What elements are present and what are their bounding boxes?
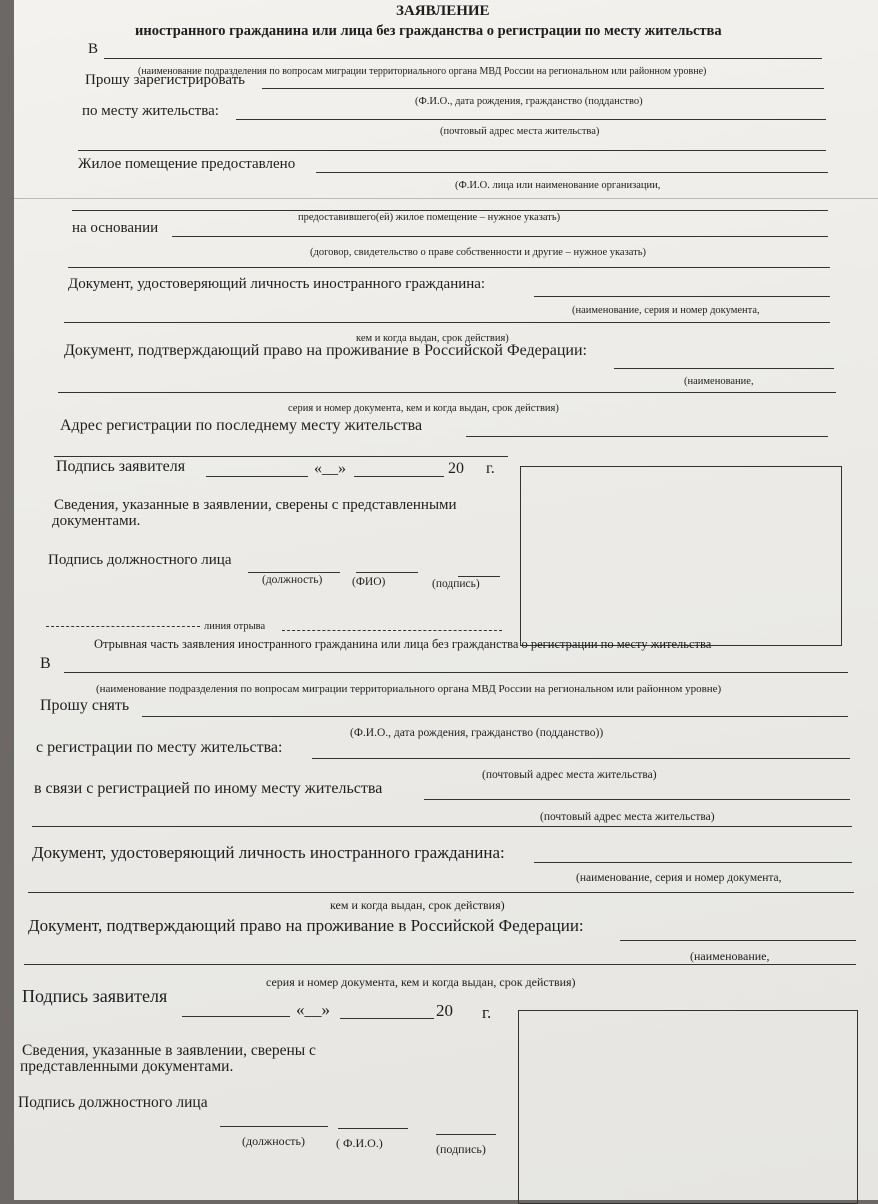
form-title: ЗАЯВЛЕНИЕ [396,3,490,19]
tear-right-doc-field-2[interactable] [24,964,856,965]
date-day[interactable]: «__» [314,460,346,477]
position-field[interactable] [248,572,340,573]
tear-to-label: В [40,655,51,672]
tear-signature-label: Подпись заявителя [22,986,168,1006]
year-label: 20 [448,460,464,477]
last-address-field[interactable] [466,436,828,437]
tear-official-label: Подпись должностного лица [18,1094,208,1111]
cut-line-right [282,630,502,631]
year-suffix: г. [486,460,495,477]
sign-caption: (подпись) [432,578,480,590]
premises-caption-2: предоставившего(ей) жилое помещение – нужное указать) [298,212,561,223]
right-doc-field[interactable] [614,368,834,369]
to-field[interactable] [104,58,822,59]
tear-fio-field[interactable] [338,1128,408,1129]
signature-field[interactable] [206,476,308,477]
id-doc-label: Документ, удостоверяющий личность иностранного гражданина: [68,276,486,292]
tear-due-caption: (почтовый адрес места жительства) [540,811,715,823]
basis-label: на основании [72,220,159,236]
tear-position-field[interactable] [220,1126,328,1127]
tear-to-field[interactable] [64,672,848,673]
id-doc-field-2[interactable] [64,322,830,323]
tear-right-doc-caption-1: (наименование, [690,949,770,963]
id-doc-caption-2: кем и когда выдан, срок действия) [356,333,509,344]
register-field[interactable] [262,88,824,89]
last-address-label: Адрес регистрации по последнему месту жительства [60,417,423,434]
tear-id-doc-field-2[interactable] [28,892,854,893]
date-month-field[interactable] [354,476,444,477]
verified-text-1: Сведения, указанные в заявлении, сверены с представленными [54,497,457,513]
cut-line-left [46,626,200,627]
tear-due-label: в связи с регистрацией по иному месту жительства [34,780,383,797]
right-doc-caption-2: серия и номер документа, кем и когда выдан, срок действия) [288,403,559,414]
tear-remove-label: Прошу снять [40,697,130,714]
residence-caption: (почтовый адрес места жительства) [440,126,600,137]
tear-year-suffix: г. [482,1003,492,1022]
basis-field-2[interactable] [68,267,830,268]
premises-caption-1: (Ф.И.О. лица или наименование организации, [455,180,661,191]
tear-remove-field[interactable] [142,716,848,717]
tear-due-field[interactable] [424,799,850,800]
residence-label: по месту жительства: [82,103,219,119]
tear-id-doc-caption-1: (наименование, серия и номер документа, [576,872,782,884]
basis-caption: (договор, свидетельство о праве собственности и другие – нужное указать) [310,247,646,258]
tear-verified-text-2: представленными документами. [20,1058,234,1075]
form-subtitle: иностранного гражданина или лица без гражданства о регистрации по месту жительства [135,23,722,39]
sign-field[interactable] [458,576,500,577]
signature-label: Подпись заявителя [56,458,186,475]
right-doc-field-2[interactable] [58,392,836,393]
premises-field-2[interactable] [72,210,828,211]
last-address-field-2[interactable] [54,456,508,457]
tear-sign-field[interactable] [436,1134,496,1135]
basis-field[interactable] [172,236,828,237]
premises-label: Жилое помещение предоставлено [78,156,296,172]
to-caption: (наименование подразделения по вопросам миграции территориального органа МВД России на региональном или районном уровне) [138,66,707,77]
tear-sign-caption: (подпись) [436,1142,486,1156]
to-label: В [88,41,99,57]
fio-caption: (ФИО) [352,576,386,588]
tear-id-doc-field[interactable] [534,862,852,863]
cut-line-label: линия отрыва [204,621,266,632]
tear-from-field[interactable] [312,758,850,759]
fio-field[interactable] [356,572,418,573]
id-doc-field[interactable] [534,296,830,297]
tear-due-field-2[interactable] [32,826,852,827]
tear-photo-box [518,1010,858,1204]
id-doc-caption-1: (наименование, серия и номер документа, [572,305,760,316]
tear-date-month-field[interactable] [340,1018,434,1019]
tear-right-doc-field[interactable] [620,940,856,941]
page-fold-line [14,198,878,199]
position-caption: (должность) [262,574,323,586]
right-doc-label: Документ, подтверждающий право на проживание в Российской Федерации: [64,342,587,359]
tear-signature-field[interactable] [182,1016,290,1017]
residence-field[interactable] [236,119,826,120]
tear-id-doc-caption-2: кем и когда выдан, срок действия) [330,898,505,912]
photo-box [520,466,842,646]
tear-from-label: с регистрации по месту жительства: [36,739,283,756]
tear-id-doc-label: Документ, удостоверяющий личность иностранного гражданина: [32,843,505,862]
register-caption: (Ф.И.О., дата рождения, гражданство (подданство) [415,96,643,107]
premises-field[interactable] [316,172,828,173]
tear-position-caption: (должность) [242,1134,305,1148]
tear-verified-text-1: Сведения, указанные в заявлении, сверены с [22,1042,316,1059]
tear-fio-caption: ( Ф.И.О.) [336,1136,383,1150]
tear-off-title: Отрывная часть заявления иностранного гражданина или лица без гражданства о регистрации по месту жительства [94,637,712,651]
tear-right-doc-caption-2: серия и номер документа, кем и когда выдан, срок действия) [266,975,576,989]
tear-to-caption: (наименование подразделения по вопросам миграции территориального органа МВД России на региональном или районном уровне) [96,683,722,695]
official-label: Подпись должностного лица [48,552,232,568]
register-label: Прошу зарегистрировать [85,72,246,88]
right-doc-caption-1: (наименование, [684,376,754,387]
tear-right-doc-label: Документ, подтверждающий право на проживание в Российской Федерации: [28,916,584,935]
verified-text-2: документами. [52,513,141,529]
tear-year-label: 20 [436,1001,453,1020]
residence-field-2[interactable] [78,150,826,151]
tear-from-caption: (почтовый адрес места жительства) [482,769,657,781]
tear-remove-caption: (Ф.И.О., дата рождения, гражданство (подданство)) [350,727,604,739]
tear-date-day[interactable]: «__» [296,1000,330,1019]
